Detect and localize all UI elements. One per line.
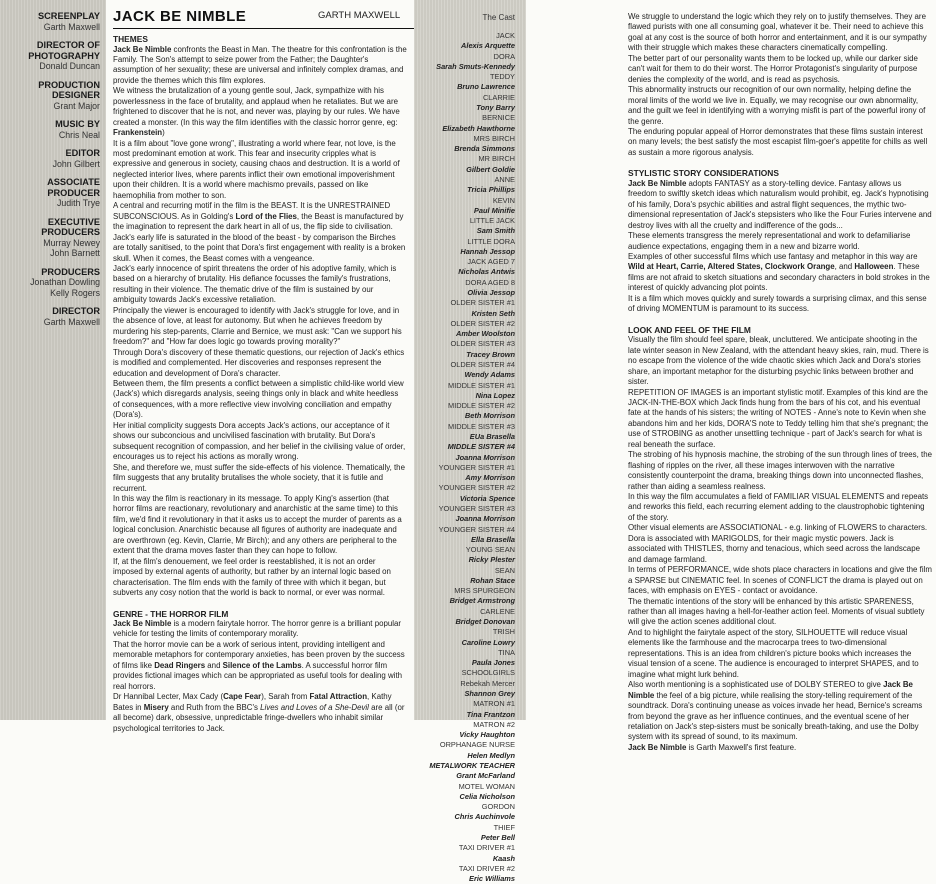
cast-role: LITTLE DORA: [467, 236, 515, 246]
cast-role: OLDER SISTER #4: [450, 360, 515, 369]
credit-name: Murray Newey: [43, 237, 100, 248]
text-run: A central and recurring motif in the film is the BEAST. It is the UNRESTRAINED SUBCONSCIOUS. As in Golding's: [113, 201, 391, 221]
cast-role: MIDDLE SISTER #3: [448, 421, 515, 431]
paragraph: [628, 335, 932, 387]
text-run: , Kathy Bates in: [113, 692, 392, 712]
cast-actor: Wendy Adams: [464, 370, 515, 380]
cast-actor: Rebekah Mercer: [460, 678, 515, 688]
paragraph: [628, 628, 932, 680]
paragraph: [113, 557, 407, 599]
text-run: Jack Be Nimble: [113, 619, 172, 629]
text-run: is Garth Maxwell's first feature.: [686, 742, 797, 752]
text-run: and Ruth from the BBC's: [168, 702, 261, 712]
cast-actor: Chris Auchinvole: [454, 812, 515, 822]
cast-actor: Joanna Morrison: [455, 452, 515, 462]
credit-block: [0, 306, 106, 327]
cast-list: [414, 31, 515, 884]
text-run: We struggle to understand the logic which they rely on to justify themselves. They are flawed purists with one all consuming goal, whatever it be. Their need to achieve this goal at any cost is the source of both horror and entertainment, and it is our sympathy with their struggle which makes these characters cinematically compelling.: [628, 12, 927, 53]
paragraph: [113, 264, 407, 306]
text-run: , and: [834, 262, 855, 272]
text-run: are all (or all become) dark, obsessive, unpredictable fringe-dwellers who inhabit similar psychological territories to Jack.: [113, 702, 405, 733]
cast-actor: Nicholas Antwis: [458, 267, 515, 277]
cast-role: LITTLE JACK: [469, 216, 515, 226]
text-run: That the horror movie can be a work of serious intent, providing intelligent and memorable metaphors for contemporary anxieties, has been proven by the success of films like: [113, 639, 405, 670]
cast-actor: Helen Medlyn: [467, 750, 515, 760]
paragraph: [628, 597, 932, 628]
look-body: [628, 335, 932, 753]
credit-name: Chris Neal: [58, 129, 100, 140]
cast-role: MIDDLE SISTER #4: [447, 442, 515, 452]
paragraph: [113, 86, 407, 138]
text-run: If, at the film's denouement, we feel order is reestablished, it is not an order imposed by external agents of authority, but rather by an internal logic based on characterisation. The film ends with the family of three with which it began, but subverts any cosy notion that the world is back to normal, or ever was normal.: [113, 556, 391, 598]
cast-role: TEDDY: [489, 72, 515, 82]
cast-actor: Elizabeth Hawthorne: [442, 123, 515, 133]
paragraph: [628, 294, 932, 315]
credit-name: Donald Duncan: [39, 61, 100, 72]
credit-name: Garth Maxwell: [43, 21, 100, 32]
cast-role: METALWORK TEACHER: [429, 760, 515, 770]
themes-body: [113, 45, 407, 599]
text-run: The strobing of his hypnosis machine, the strobing of the sun through lines of trees, the flashing of ripples on the river, all these images interwoven with the narrative consistently counterpoint the drama, breaking things down into unconnected flashes, rather than aiding a seamless realness.: [628, 450, 932, 491]
cast-role: YOUNGER SISTER #3: [438, 503, 515, 513]
text-run: Other visual elements are ASSOCIATIONAL - e.g. linking of FLOWERS to characters. Dora is associated with MARIGOLDS, for their magic mystic powers. Jack is associated with THISTLES, thorny and tenacious, which seed across the landscape and damage farmland.: [628, 523, 928, 564]
paragraph: [113, 640, 407, 692]
look-heading: LOOK AND FEEL OF THE FILM: [628, 324, 751, 335]
text-run: is a modern fairytale horror. The horror genre is a brilliant popular vehicle for testing the limits of contemporary morality.: [113, 619, 402, 639]
text-run: These elements transgress the merely representational and work to defamiliarise audience expectations, engaging them in a new and bizarre world.: [628, 231, 911, 251]
cast-role: MATRON #1: [473, 699, 515, 709]
cast-actor: Bridget Donovan: [455, 617, 515, 627]
cast-role: CLARRIE: [482, 92, 515, 102]
text-run: Principally the viewer is encouraged to identify with Jack's struggle for love, and in the absence of love, at least for autonomy. But when he achieves freedom by murdering his step-parents, Clarrie and Bernice, we must ask: "Can we support his freedom?" and "How far does logic go towards proving morality?": [113, 305, 402, 347]
stylistic-body: [628, 179, 932, 315]
cast-actor: Olivia Jessop: [467, 288, 515, 298]
title-bar: [113, 6, 414, 29]
paragraph: [113, 233, 407, 264]
cast-role: TAXI DRIVER #2: [458, 863, 515, 873]
cast-role: ANNE: [494, 174, 515, 184]
paragraph: [113, 494, 407, 557]
paragraph: [113, 463, 407, 494]
text-run: ): [162, 128, 165, 138]
credit-role: ASSOCIATE PRODUCER: [47, 177, 100, 198]
cast-role: DORA: [493, 51, 515, 61]
credit-role: PRODUCERS: [41, 266, 100, 277]
paragraph: [628, 492, 932, 523]
stylistic-heading: STYLISTIC STORY CONSIDERATIONS: [628, 168, 779, 179]
text-run: Between them, the film presents a conflict between a simplistic child-like world view (Jack's) which disregards analysis, seeing things only in black and white heedless of consequences, with a more reflective view involving conciliation and empathy (Dora's).: [113, 379, 404, 420]
cast-actor: EUa Brasella: [469, 431, 515, 441]
genre-body: [113, 619, 407, 734]
text-run: In this way the film accumulates a field of FAMILIAR VISUAL ELEMENTS and repeats and reworks this field, each recurring element adding to the claustrophobic tightening of the story.: [628, 492, 929, 522]
paragraph: [628, 127, 932, 158]
text-run: the feel of a big picture, while realising the story-telling requirement of the soundtrack. Dora's continuing unease as voices invade her head, Bernice's screams from beyond the grave as her influence continues, and the eventual scene of her retaliation on Jack's step-sisters must be sonically breath-taking, and use the Dolby system with its spread of sound, to its maximum.: [628, 690, 923, 742]
text-run: Dead Ringers: [154, 660, 206, 670]
cast-actor: Ricky Plester: [468, 555, 515, 565]
paragraph: [113, 139, 407, 202]
text-run: It is a film which moves quickly and surely towards a surprising climax, and this sense of driving MOMENTUM is paramount to its success.: [628, 293, 927, 314]
text-run: The enduring popular appeal of Horror demonstrates that these films sustain interest on many levels; the best satisfy the most escapist film-goer's appetite for chills as well as sustain a more rigorous analysis.: [628, 126, 928, 157]
cast-actor: Bridget Armstrong: [449, 596, 515, 606]
credit-name: Garth Maxwell: [43, 316, 100, 327]
cast-role: MRS SPURGEON: [454, 586, 515, 596]
text-run: The thematic intentions of the story will be enhanced by this artistic SPARENESS, rather than all images having a hell-for-leather action feel. Moments of visual subtlety will give the action scenes additional clout.: [628, 596, 925, 627]
text-run: Silence of the Lambs: [222, 660, 302, 670]
text-run: . These films are not afraid to sketch situations and secondary characters in bold strokes in the interest of quickly advancing plot points.: [628, 262, 930, 293]
cast-actor: Amber Woolston: [456, 329, 515, 339]
cast-actor: Brenda Simmons: [454, 144, 515, 154]
cast-actor: Amy Morrison: [465, 473, 515, 483]
cast-role: ORPHANAGE NURSE: [439, 740, 515, 750]
paragraph: [113, 348, 407, 379]
cast-role: BERNICE: [482, 113, 515, 123]
cast-role: TRISH: [492, 627, 515, 637]
text-run: We witness the brutalization of a young gentle soul, Jack, sympathize with his powerlessness in the face of brutality, and applaud when he retaliates. But we are frightened to discover that he is not, and never was, playing by our rules. We have created a monster. (In this way the film identifies with the classic horror genre, eg:: [113, 86, 400, 127]
author-name: GARTH MAXWELL: [318, 10, 401, 21]
text-run: confronts the Beast in Man. The theatre for this confrontation is the Family. The Son's attempt to seize power from the Father; the Daughter's assumption of her sexuality; these are universal and infinitely complex dramas, and provide the themes which this film explores.: [113, 44, 407, 85]
paragraph: [113, 306, 407, 348]
paragraph: [628, 743, 932, 753]
paragraph: [628, 85, 932, 127]
text-run: She, and therefore we, must suffer the side-effects of his violence. Thematically, the film suggests that any brutality brutalises the whole society, that it is futile and recurrent.: [113, 462, 405, 493]
cast-actor: Kristen Seth: [471, 308, 515, 318]
cast-actor: Tricia Phillips: [467, 185, 515, 195]
credit-block: [0, 267, 106, 298]
paragraph: [628, 179, 932, 231]
text-run: adopts FANTASY as a story-telling device. Fantasy allows us freedom to swiftly sketch ideas which naturalism would prohibit, eg. Jack's hypnotising of his family, Dora's psychic abilities and astral flight sequences, the mythic two-dimensional representation of Jack's stepsisters who like the Four Furies intervene and destroy lives with all the cruelty and indifference of the gods...: [628, 178, 932, 230]
text-run: Frankenstein: [113, 128, 163, 138]
cast-role: YOUNGER SISTER #4: [438, 524, 515, 534]
text-run: Misery: [143, 702, 169, 712]
paragraph: [628, 450, 932, 492]
cast-actor: Eric Williams: [469, 874, 515, 884]
genre-heading: GENRE - THE HORROR FILM: [113, 608, 229, 619]
cast-actor: Kaash: [492, 853, 515, 863]
text-run: Dr Hannibal Lecter, Max Cady (: [113, 692, 224, 702]
cast-role: MR BIRCH: [478, 154, 515, 164]
paragraph: [628, 565, 932, 596]
text-run: Jack Be Nimble: [628, 742, 687, 752]
cast-column: [414, 0, 526, 884]
cast-role: OLDER SISTER #1: [450, 298, 515, 308]
credit-name: Grant Major: [53, 100, 100, 111]
paragraph: [628, 54, 932, 85]
cast-actor: Peter Bell: [480, 832, 515, 842]
paragraph: [113, 45, 407, 87]
cast-role: MRS BIRCH: [473, 133, 515, 143]
cast-actor: Shannon Grey: [464, 689, 515, 698]
text-run: Halloween: [854, 262, 894, 272]
credit-name: John Gilbert: [52, 158, 100, 169]
cast-actor: Victoria Spence: [459, 493, 515, 503]
cast-role: SEAN: [494, 565, 515, 575]
text-run: , the Beast is manufactured by the imagination to represent the dark heart in all of us, the flip side to civilisation.: [113, 211, 404, 232]
text-run: Her initial complicity suggests Dora accepts Jack's actions, our acceptance of it shows our subconcious and uncivilised fascination with brutality. But Dora's subsequent recognition of compassion, and her belief in the civilising value of order, encourages us to reject his actions as morally wrong.: [113, 420, 406, 462]
text-run: In terms of PERFORMANCE, wide shots place characters in locations and give the film a SPARSE but CINEMATIC feel. In scenes of CONFLICT the drama is played out on faces, with emphasis on EYES - contact or avoidance.: [628, 565, 932, 596]
credit-name: Jonathan Dowling: [30, 277, 100, 288]
cast-role: SCHOOLGIRLS: [461, 668, 515, 678]
cast-role: JACK AGED 7: [467, 257, 515, 267]
cast-actor: Nina Lopez: [475, 390, 515, 400]
credit-role: SCREENPLAY: [38, 11, 100, 21]
text-run: REPETITION OF IMAGES is an important stylistic motif. Examples of this kind are the JACK-IN-THE-BOX which Jack finds hung from the bars of his cot, and his eventual fate at the hands of his sisters; the writing of NOTES - Anne's note to Kevin when she abandons him and her kids, DORA'S note to Teddy telling him that she's pregnant; the use of STROBING as another unsettling technique - part of Jack's search for what is real beneath the surface.: [628, 387, 929, 449]
paragraph: [113, 692, 407, 734]
credit-role: DIRECTOR OF PHOTOGRAPHY: [28, 40, 100, 61]
cast-actor: Paul Minifie: [473, 205, 515, 215]
cast-role: OLDER SISTER #2: [450, 318, 515, 328]
right-page: [628, 12, 932, 753]
cast-role: MOTEL WOMAN: [458, 781, 515, 791]
text-run: and: [205, 660, 223, 670]
cast-role: MIDDLE SISTER #2: [448, 401, 515, 411]
credit-name: Kelly Rogers: [50, 287, 100, 298]
cast-role: KEVIN: [492, 195, 515, 205]
cast-actor: Caroline Lowry: [461, 637, 515, 647]
paragraph: [628, 680, 932, 743]
credit-block: [0, 217, 106, 259]
cast-actor: Alexis Arquette: [461, 41, 515, 51]
cast-role: CARLENE: [480, 606, 515, 616]
credit-name: Judith Trye: [56, 198, 100, 209]
text-run: Also worth mentioning is a sophisticated use of DOLBY STEREO to give: [628, 680, 884, 690]
paragraph: [628, 12, 932, 54]
horror-continued-body: [628, 12, 932, 158]
credit-block: [0, 148, 106, 169]
credit-role: EDITOR: [65, 148, 100, 159]
text-run: Lives and Loves of a She-Devil: [260, 702, 369, 712]
text-run: Lord of the Flies: [235, 211, 297, 221]
credit-role: DIRECTOR: [52, 306, 100, 317]
text-run: Visually the film should feel spare, bleak, uncluttered. We anticipate shooting in the late winter season in New Zealand, with the attendant heavy skies, rain, mud. There is no escape from the violence of the wide chaotic skies which Jack and Dora's stories share, an important metaphor for the disturbing psychic links between brother and sister.: [628, 335, 929, 387]
credit-name: John Barnett: [50, 248, 100, 259]
text-run: The better part of our personality wants them to be locked up, while our darker side can't wait for them to do their worst. The Horror Protagonist's singularity of purpose denies the complexity of the world, and is read as psychosis.: [628, 53, 918, 84]
text-run: Jack's early life is saturated in the blood of the beast - by comparison the Birches are totally sanitised, to the point that Dora's first engagement with reality is a broken skull. When it comes, the Beast comes with a vengeance.: [113, 232, 406, 263]
text-run: In this way the film is reactionary in its message. To apply King's assertion (that horror films are reactionary, revolutionary and anarchistic at the same time) to this film, we'd find it revolutionary in that it asks us to accept the murder of parents as a logical conclusion. Anarchistic because all figures of authority are inadequate and are overthrown (eg. Kevin, Clarrie, Mr Birch); and any others are peripheral to the extent that the drama moves faster than they can hope to follow.: [113, 493, 402, 556]
credit-block: [0, 119, 106, 140]
text-run: Jack's early innocence of spirit threatens the order of his adoptive family, which is based on a hierarchy of brutality. His defiance focusses the family's frustrations, resulting in their violence. The thematic drive of the film is sustained by our ambiguity towards Jack's excessive retaliation.: [113, 264, 397, 305]
cast-actor: Sam Smith: [476, 226, 515, 236]
left-page-main: [113, 0, 407, 733]
cast-actor: Bruno Lawrence: [457, 82, 515, 92]
cast-actor: Grant McFarland: [456, 771, 515, 781]
cast-role: THIEF: [493, 822, 515, 832]
paragraph: [628, 388, 932, 451]
text-run: Jack Be Nimble: [628, 178, 687, 188]
cast-role: OLDER SISTER #3: [450, 339, 515, 349]
cast-role: MATRON #2: [473, 719, 515, 729]
cast-role: YOUNGER SISTER #2: [438, 483, 515, 493]
text-run: . A successful horror film provides fictional images which can be appropriated as useful tools for dealing with real horrors.: [113, 660, 403, 691]
text-run: Fatal Attraction: [309, 692, 368, 702]
text-run: Jack Be Nimble: [628, 680, 913, 700]
cast-actor: Celia Nicholson: [459, 791, 515, 801]
cast-actor: Beth Morrison: [464, 411, 515, 421]
cast-role: YOUNG SEAN: [465, 545, 515, 555]
paragraph: [628, 252, 932, 294]
text-run: Examples of other successful films which use fantasy and metaphor in this way are: [628, 252, 918, 262]
text-run: Wild at Heart, Carrie, Altered States, Clockwork Orange: [628, 262, 835, 272]
paragraph: [113, 379, 407, 421]
cast-actor: Vicky Haughton: [459, 730, 515, 740]
paragraph: [113, 619, 407, 640]
cast-actor: Joanna Morrison: [455, 514, 515, 524]
cast-actor: Gilbert Goldie: [466, 164, 515, 174]
credit-role: MUSIC BY: [55, 119, 100, 130]
credit-block: [0, 80, 106, 112]
text-run: ), Sarah from: [261, 692, 310, 702]
paragraph: [113, 421, 407, 463]
cast-actor: Rohan Stace: [470, 575, 515, 585]
paragraph: [628, 231, 932, 252]
paragraph: [628, 523, 932, 565]
cast-role: YOUNGER SISTER #1: [438, 462, 515, 472]
cast-role: GORDON: [481, 802, 515, 812]
text-run: Cape Fear: [223, 692, 262, 702]
cast-actor: Ella Brasella: [471, 534, 515, 544]
text-run: This abnormality instructs our recognition of our own normality, helping define the moral limits of the world we live in. Equally, we may recognise our own abnormality, and the guilt we feel in identifying with a worrying misfit is part of the powerful irony of the genre.: [628, 85, 926, 126]
cast-actor: Hannah Jessop: [460, 246, 515, 256]
themes-heading: THEMES: [113, 34, 148, 44]
credit-role: EXECUTIVE PRODUCERS: [41, 216, 100, 238]
credit-block: [0, 11, 106, 32]
cast-heading: The Cast: [482, 13, 515, 22]
cast-role: DORA AGED 8: [465, 277, 515, 287]
cast-actor: Tracey Brown: [466, 349, 515, 359]
cast-role: TAXI DRIVER #1: [458, 843, 515, 853]
cast-actor: Sarah Smuts-Kennedy: [436, 61, 515, 71]
cast-role: JACK: [496, 31, 515, 40]
credit-block: [0, 177, 106, 209]
credit-role: PRODUCTION DESIGNER: [38, 79, 100, 101]
text-run: Jack Be Nimble: [113, 44, 172, 54]
text-run: It is a film about "love gone wrong", illustrating a world where fear, not love, is the most predominant emotion at work. This fear and insecurity cripples what is expressive and generous in society, causing chaos and destruction. It is a world of neglected interior lives, where parents inflict their own emotional impoverishment upon their children. It is a world where machismo prevails, passed on like haemophilia from mother to son.: [113, 138, 400, 200]
text-run: Through Dora's discovery of these thematic questions, our rejection of Jack's ethics is modified and complemented. Her discoveries and responses represent the education and development of Dora's character.: [113, 347, 405, 378]
cast-role: TINA: [498, 647, 515, 657]
cast-actor: Paula Jones: [471, 658, 515, 668]
cast-actor: Tony Barry: [476, 102, 515, 112]
credits-sidebar: [0, 0, 106, 720]
film-title: JACK BE NIMBLE: [113, 8, 247, 25]
credit-block: [0, 40, 106, 72]
paragraph: [113, 201, 407, 232]
cast-role: MIDDLE SISTER #1: [448, 380, 515, 390]
cast-actor: Tina Frantzon: [466, 709, 515, 719]
text-run: And to highlight the fairytale aspect of the story, SILHOUETTE will reduce visual elements like the farmhouse and the macrocarpa trees to two-dimensional representations. This is an idea from children's picture books which increases the visual tension of a scene. The audience is encouraged to interpret SHAPES, and to imagine what might lurk behind.: [628, 627, 919, 679]
